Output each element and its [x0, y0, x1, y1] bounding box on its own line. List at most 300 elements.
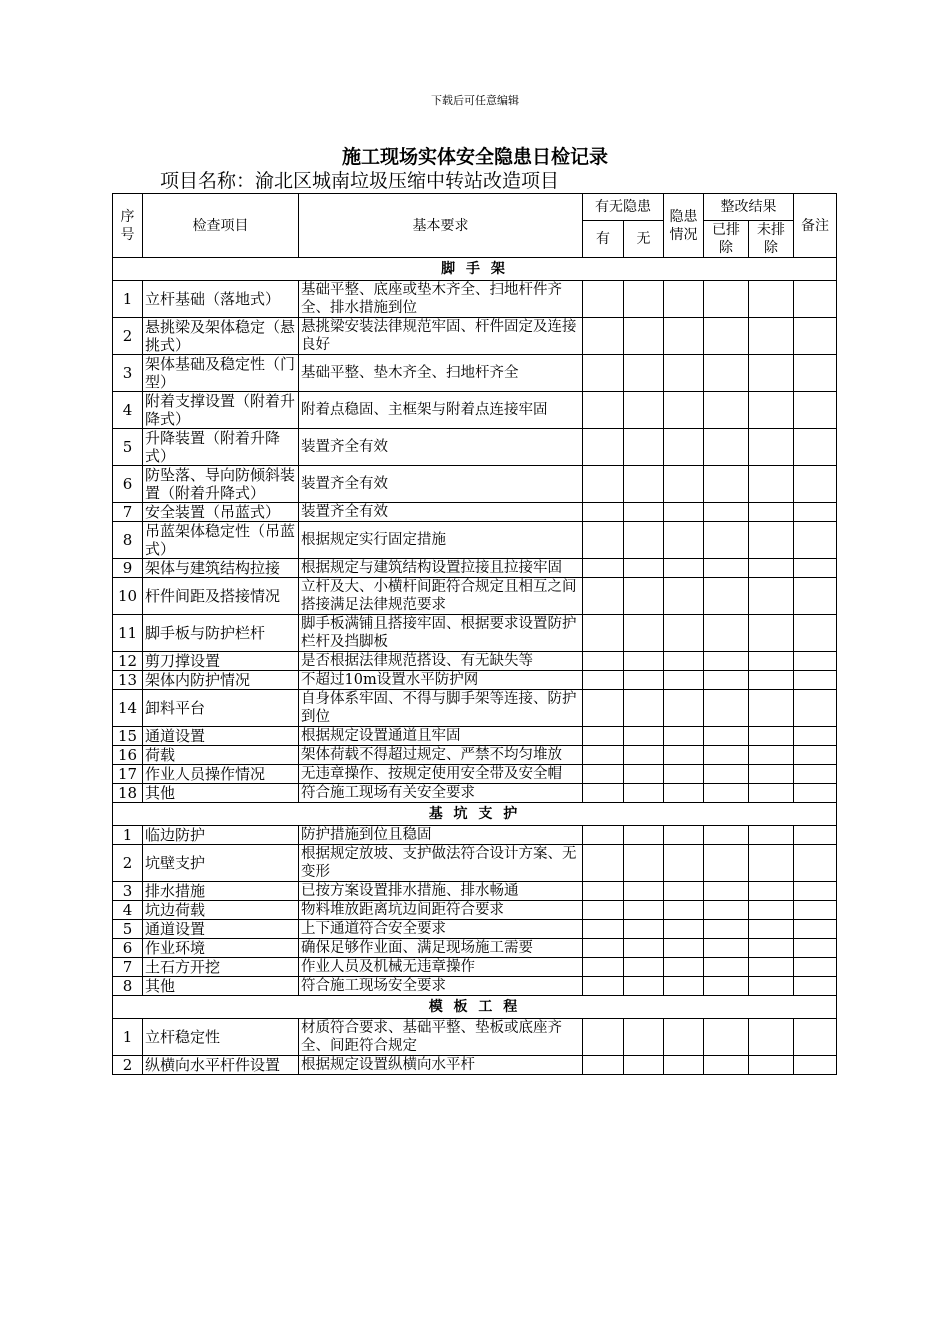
check-item: 通道设置: [143, 920, 299, 939]
hazard-status-cell: [664, 652, 704, 671]
table-row: [113, 746, 837, 765]
row-number: 4: [113, 901, 143, 920]
row-number: 8: [113, 977, 143, 996]
check-item: 坑壁支护: [143, 845, 299, 882]
requirement: 作业人员及机械无违章操作: [299, 958, 583, 977]
row-number: 2: [113, 318, 143, 355]
table-row: [113, 671, 837, 690]
not-removed-cell: [749, 1056, 794, 1075]
hazard-status-cell: [664, 559, 704, 578]
table-row: [113, 615, 837, 652]
requirement: 物料堆放距离坑边间距符合要求: [299, 901, 583, 920]
not-removed-cell: [749, 882, 794, 901]
requirement: 符合施工现场安全要求: [299, 977, 583, 996]
table-row: [113, 429, 837, 466]
table-row: [113, 826, 837, 845]
not-removed-cell: [749, 1019, 794, 1056]
page-title: 施工现场实体安全隐患日检记录: [341, 146, 608, 168]
hazard-none-cell: [624, 958, 664, 977]
hazard-yes-cell: [583, 746, 624, 765]
removed-cell: [704, 1019, 749, 1056]
not-removed-cell: [749, 977, 794, 996]
remarks-cell: [794, 901, 837, 920]
check-item: 通道设置: [143, 727, 299, 746]
requirement: 确保足够作业面、满足现场施工需要: [299, 939, 583, 958]
removed-cell: [704, 690, 749, 727]
hazard-yes-cell: [583, 355, 624, 392]
hazard-yes-cell: [583, 615, 624, 652]
col-not-removed-header: 未排除: [749, 221, 794, 258]
check-item: 杆件间距及搭接情况: [143, 578, 299, 615]
requirement: 是否根据法律规范搭设、有无缺失等: [299, 652, 583, 671]
row-number: 6: [113, 939, 143, 958]
remarks-cell: [794, 671, 837, 690]
row-number: 14: [113, 690, 143, 727]
row-number: 1: [113, 281, 143, 318]
check-item: 架体内防护情况: [143, 671, 299, 690]
hazard-yes-cell: [583, 920, 624, 939]
requirement: 装置齐全有效: [299, 466, 583, 503]
check-item: 架体与建筑结构拉接: [143, 559, 299, 578]
remarks-cell: [794, 958, 837, 977]
removed-cell: [704, 727, 749, 746]
row-number: 15: [113, 727, 143, 746]
check-item: 剪刀撑设置: [143, 652, 299, 671]
table-row: [113, 690, 837, 727]
table-row: [113, 318, 837, 355]
table-row: [113, 727, 837, 746]
hazard-yes-cell: [583, 977, 624, 996]
hazard-none-cell: [624, 765, 664, 784]
hazard-status-cell: [664, 522, 704, 559]
check-item: 防坠落、导向防倾斜装置（附着升降式）: [143, 466, 299, 503]
removed-cell: [704, 503, 749, 522]
hazard-status-cell: [664, 727, 704, 746]
hazard-status-cell: [664, 920, 704, 939]
remarks-cell: [794, 1019, 837, 1056]
hazard-none-cell: [624, 522, 664, 559]
row-number: 2: [113, 845, 143, 882]
removed-cell: [704, 429, 749, 466]
hazard-status-cell: [664, 690, 704, 727]
remarks-cell: [794, 429, 837, 466]
check-item: 附着支撑设置（附着升降式）: [143, 392, 299, 429]
check-item: 临边防护: [143, 826, 299, 845]
hazard-none-cell: [624, 1056, 664, 1075]
requirement: 防护措施到位且稳固: [299, 826, 583, 845]
check-item: 土石方开挖: [143, 958, 299, 977]
not-removed-cell: [749, 355, 794, 392]
requirement: 附着点稳固、主框架与附着点连接牢固: [299, 392, 583, 429]
not-removed-cell: [749, 522, 794, 559]
remarks-cell: [794, 652, 837, 671]
hazard-yes-cell: [583, 429, 624, 466]
table-row: [113, 845, 837, 882]
hazard-none-cell: [624, 784, 664, 803]
table-row: [113, 281, 837, 318]
hazard-status-cell: [664, 615, 704, 652]
table-row: [113, 765, 837, 784]
requirement: 基础平整、垫木齐全、扫地杆齐全: [299, 355, 583, 392]
hazard-yes-cell: [583, 318, 624, 355]
remarks-cell: [794, 826, 837, 845]
table-row: [113, 939, 837, 958]
hazard-none-cell: [624, 615, 664, 652]
check-item: 立杆稳定性: [143, 1019, 299, 1056]
row-number: 5: [113, 429, 143, 466]
hazard-status-cell: [664, 977, 704, 996]
remarks-cell: [794, 765, 837, 784]
col-requirement-header: 基本要求: [299, 194, 583, 258]
hazard-status-cell: [664, 958, 704, 977]
not-removed-cell: [749, 690, 794, 727]
requirement: 装置齐全有效: [299, 429, 583, 466]
row-number: 16: [113, 746, 143, 765]
hazard-none-cell: [624, 977, 664, 996]
hazard-status-cell: [664, 503, 704, 522]
section-title: 模 板 工 程: [113, 996, 837, 1019]
hazard-yes-cell: [583, 559, 624, 578]
hazard-none-cell: [624, 578, 664, 615]
table-row: [113, 1056, 837, 1075]
hazard-none-cell: [624, 882, 664, 901]
table-row: [113, 355, 837, 392]
hazard-yes-cell: [583, 392, 624, 429]
check-item: 纵横向水平杆件设置: [143, 1056, 299, 1075]
inspection-table: [112, 193, 837, 1075]
section-row: [113, 258, 837, 281]
hazard-none-cell: [624, 920, 664, 939]
hazard-none-cell: [624, 690, 664, 727]
hazard-yes-cell: [583, 958, 624, 977]
row-number: 3: [113, 355, 143, 392]
hazard-status-cell: [664, 784, 704, 803]
hazard-status-cell: [664, 429, 704, 466]
not-removed-cell: [749, 727, 794, 746]
project-name: 项目名称：渝北区城南垃圾压缩中转站改造项目: [160, 170, 560, 192]
hazard-yes-cell: [583, 882, 624, 901]
hazard-status-cell: [664, 1056, 704, 1075]
not-removed-cell: [749, 318, 794, 355]
hazard-none-cell: [624, 281, 664, 318]
col-has-hazard-header: 有无隐患: [583, 194, 664, 221]
check-item: 卸料平台: [143, 690, 299, 727]
not-removed-cell: [749, 901, 794, 920]
requirement: 上下通道符合安全要求: [299, 920, 583, 939]
hazard-none-cell: [624, 652, 664, 671]
hazard-yes-cell: [583, 466, 624, 503]
hazard-yes-cell: [583, 826, 624, 845]
remarks-cell: [794, 559, 837, 578]
removed-cell: [704, 882, 749, 901]
remarks-cell: [794, 318, 837, 355]
not-removed-cell: [749, 958, 794, 977]
remarks-cell: [794, 615, 837, 652]
requirement: 根据规定实行固定措施: [299, 522, 583, 559]
hazard-none-cell: [624, 727, 664, 746]
table-row: [113, 503, 837, 522]
remarks-cell: [794, 522, 837, 559]
remarks-cell: [794, 746, 837, 765]
removed-cell: [704, 1056, 749, 1075]
table-row: [113, 977, 837, 996]
not-removed-cell: [749, 559, 794, 578]
table-row: [113, 652, 837, 671]
table-row: [113, 882, 837, 901]
remarks-cell: [794, 355, 837, 392]
hazard-status-cell: [664, 392, 704, 429]
removed-cell: [704, 355, 749, 392]
remarks-cell: [794, 503, 837, 522]
removed-cell: [704, 977, 749, 996]
hazard-status-cell: [664, 671, 704, 690]
table-row: [113, 578, 837, 615]
hazard-status-cell: [664, 281, 704, 318]
removed-cell: [704, 958, 749, 977]
header-note: 下载后可任意编辑: [431, 94, 519, 107]
hazard-yes-cell: [583, 727, 624, 746]
row-number: 11: [113, 615, 143, 652]
not-removed-cell: [749, 466, 794, 503]
hazard-yes-cell: [583, 901, 624, 920]
removed-cell: [704, 318, 749, 355]
check-item: 悬挑梁及架体稳定（悬挑式）: [143, 318, 299, 355]
row-number: 12: [113, 652, 143, 671]
hazard-status-cell: [664, 466, 704, 503]
not-removed-cell: [749, 784, 794, 803]
hazard-none-cell: [624, 746, 664, 765]
removed-cell: [704, 920, 749, 939]
remarks-cell: [794, 727, 837, 746]
requirement: 根据规定设置通道且牢固: [299, 727, 583, 746]
col-rectify-header: 整改结果: [704, 194, 794, 221]
col-no-header: 序号: [113, 194, 143, 258]
hazard-none-cell: [624, 355, 664, 392]
hazard-none-cell: [624, 392, 664, 429]
row-number: 9: [113, 559, 143, 578]
requirement: 材质符合要求、基础平整、垫板或底座齐全、间距符合规定: [299, 1019, 583, 1056]
remarks-cell: [794, 578, 837, 615]
hazard-none-cell: [624, 1019, 664, 1056]
hazard-yes-cell: [583, 939, 624, 958]
check-item: 坑边荷载: [143, 901, 299, 920]
row-number: 1: [113, 1019, 143, 1056]
not-removed-cell: [749, 765, 794, 784]
hazard-yes-cell: [583, 503, 624, 522]
check-item: 荷载: [143, 746, 299, 765]
row-number: 17: [113, 765, 143, 784]
table-row: [113, 920, 837, 939]
hazard-status-cell: [664, 826, 704, 845]
table-row: [113, 466, 837, 503]
remarks-cell: [794, 977, 837, 996]
remarks-cell: [794, 939, 837, 958]
requirement: 架体荷载不得超过规定、严禁不均匀堆放: [299, 746, 583, 765]
hazard-yes-cell: [583, 1056, 624, 1075]
check-item: 作业环境: [143, 939, 299, 958]
hazard-yes-cell: [583, 671, 624, 690]
col-none-header: 无: [624, 221, 664, 258]
section-title: 脚 手 架: [113, 258, 837, 281]
table-row: [113, 392, 837, 429]
removed-cell: [704, 281, 749, 318]
remarks-cell: [794, 1056, 837, 1075]
row-number: 1: [113, 826, 143, 845]
hazard-none-cell: [624, 429, 664, 466]
removed-cell: [704, 559, 749, 578]
hazard-status-cell: [664, 882, 704, 901]
row-number: 18: [113, 784, 143, 803]
col-removed-header: 已排除: [704, 221, 749, 258]
hazard-none-cell: [624, 826, 664, 845]
not-removed-cell: [749, 939, 794, 958]
not-removed-cell: [749, 429, 794, 466]
hazard-none-cell: [624, 559, 664, 578]
table-row: [113, 1019, 837, 1056]
check-item: 排水措施: [143, 882, 299, 901]
requirement: 脚手板满铺且搭接牢固、根据要求设置防护栏杆及挡脚板: [299, 615, 583, 652]
not-removed-cell: [749, 671, 794, 690]
section-title: 基 坑 支 护: [113, 803, 837, 826]
not-removed-cell: [749, 503, 794, 522]
removed-cell: [704, 615, 749, 652]
removed-cell: [704, 466, 749, 503]
removed-cell: [704, 845, 749, 882]
not-removed-cell: [749, 392, 794, 429]
not-removed-cell: [749, 826, 794, 845]
hazard-yes-cell: [583, 784, 624, 803]
requirement: 已按方案设置排水措施、排水畅通: [299, 882, 583, 901]
requirement: 悬挑梁安装法律规范牢固、杆件固定及连接良好: [299, 318, 583, 355]
check-item: 立杆基础（落地式）: [143, 281, 299, 318]
not-removed-cell: [749, 281, 794, 318]
hazard-status-cell: [664, 746, 704, 765]
col-remarks-header: 备注: [794, 194, 837, 258]
row-number: 8: [113, 522, 143, 559]
remarks-cell: [794, 392, 837, 429]
requirement: 无违章操作、按规定使用安全带及安全帽: [299, 765, 583, 784]
check-item: 其他: [143, 784, 299, 803]
not-removed-cell: [749, 845, 794, 882]
hazard-yes-cell: [583, 690, 624, 727]
removed-cell: [704, 578, 749, 615]
check-item: 吊蓝架体稳定性（吊蓝式）: [143, 522, 299, 559]
check-item: 作业人员操作情况: [143, 765, 299, 784]
not-removed-cell: [749, 652, 794, 671]
row-number: 10: [113, 578, 143, 615]
row-number: 5: [113, 920, 143, 939]
row-number: 13: [113, 671, 143, 690]
remarks-cell: [794, 690, 837, 727]
not-removed-cell: [749, 578, 794, 615]
hazard-none-cell: [624, 503, 664, 522]
hazard-status-cell: [664, 318, 704, 355]
requirement: 根据规定与建筑结构设置拉接且拉接牢固: [299, 559, 583, 578]
section-row: [113, 996, 837, 1019]
check-item: 脚手板与防护栏杆: [143, 615, 299, 652]
hazard-none-cell: [624, 845, 664, 882]
hazard-yes-cell: [583, 522, 624, 559]
hazard-status-cell: [664, 901, 704, 920]
row-number: 7: [113, 503, 143, 522]
hazard-status-cell: [664, 578, 704, 615]
removed-cell: [704, 671, 749, 690]
hazard-yes-cell: [583, 845, 624, 882]
hazard-status-cell: [664, 765, 704, 784]
remarks-cell: [794, 845, 837, 882]
remarks-cell: [794, 281, 837, 318]
hazard-none-cell: [624, 901, 664, 920]
requirement: 不超过10m设置水平防护网: [299, 671, 583, 690]
hazard-yes-cell: [583, 578, 624, 615]
row-number: 4: [113, 392, 143, 429]
requirement: 自身体系牢固、不得与脚手架等连接、防护到位: [299, 690, 583, 727]
check-item: 其他: [143, 977, 299, 996]
row-number: 6: [113, 466, 143, 503]
hazard-yes-cell: [583, 765, 624, 784]
remarks-cell: [794, 784, 837, 803]
hazard-yes-cell: [583, 1019, 624, 1056]
hazard-status-cell: [664, 355, 704, 392]
not-removed-cell: [749, 920, 794, 939]
table-row: [113, 901, 837, 920]
hazard-none-cell: [624, 671, 664, 690]
requirement: 立杆及大、小横杆间距符合规定且相互之间搭接满足法律规范要求: [299, 578, 583, 615]
table-row: [113, 958, 837, 977]
not-removed-cell: [749, 746, 794, 765]
requirement: 根据规定设置纵横向水平杆: [299, 1056, 583, 1075]
removed-cell: [704, 901, 749, 920]
hazard-none-cell: [624, 466, 664, 503]
hazard-yes-cell: [583, 281, 624, 318]
hazard-none-cell: [624, 939, 664, 958]
hazard-none-cell: [624, 318, 664, 355]
removed-cell: [704, 939, 749, 958]
col-yes-header: 有: [583, 221, 624, 258]
removed-cell: [704, 522, 749, 559]
check-item: 架体基础及稳定性（门型）: [143, 355, 299, 392]
row-number: 7: [113, 958, 143, 977]
remarks-cell: [794, 882, 837, 901]
hazard-status-cell: [664, 845, 704, 882]
removed-cell: [704, 826, 749, 845]
removed-cell: [704, 652, 749, 671]
hazard-status-cell: [664, 1019, 704, 1056]
hazard-yes-cell: [583, 652, 624, 671]
row-number: 3: [113, 882, 143, 901]
remarks-cell: [794, 920, 837, 939]
not-removed-cell: [749, 615, 794, 652]
requirement: 符合施工现场有关安全要求: [299, 784, 583, 803]
section-row: [113, 803, 837, 826]
removed-cell: [704, 746, 749, 765]
check-item: 升降装置（附着升降式）: [143, 429, 299, 466]
check-item: 安全装置（吊蓝式）: [143, 503, 299, 522]
remarks-cell: [794, 466, 837, 503]
col-hazard-status-header: 隐患情况: [664, 194, 704, 258]
removed-cell: [704, 784, 749, 803]
requirement: 装置齐全有效: [299, 503, 583, 522]
col-item-header: 检查项目: [143, 194, 299, 258]
requirement: 基础平整、底座或垫木齐全、扫地杆件齐全、排水措施到位: [299, 281, 583, 318]
table-row: [113, 784, 837, 803]
hazard-status-cell: [664, 939, 704, 958]
table-row: [113, 559, 837, 578]
row-number: 2: [113, 1056, 143, 1075]
requirement: 根据规定放坡、支护做法符合设计方案、无变形: [299, 845, 583, 882]
removed-cell: [704, 765, 749, 784]
removed-cell: [704, 392, 749, 429]
